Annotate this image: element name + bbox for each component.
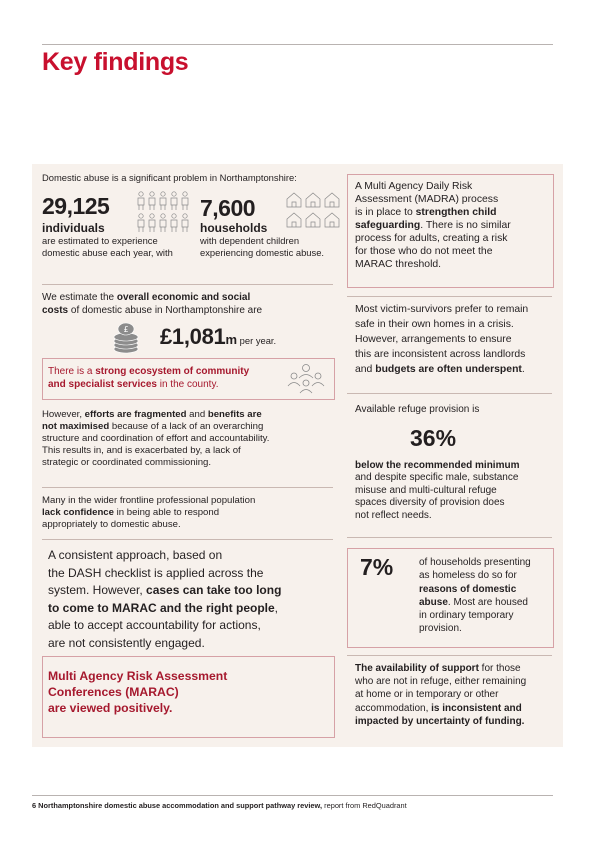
dash-line-6: are not consistently engaged. bbox=[48, 635, 205, 650]
group-icon bbox=[286, 362, 326, 394]
availability-line-2: who are not in refuge, either remaining bbox=[355, 676, 527, 688]
households-number: 7,600 bbox=[200, 195, 256, 221]
madra-line-4 bbox=[355, 219, 511, 232]
madra-text-span: . There is no similar bbox=[420, 220, 511, 231]
top-rule bbox=[42, 44, 553, 45]
fragmented-line-2 bbox=[42, 421, 263, 433]
ecosystem-bold: strong ecosystem of community bbox=[95, 366, 250, 377]
refuge-line-5: not reflect needs. bbox=[355, 509, 432, 521]
fragmented-line-4: This results in, and is exacerbated by, a lack of bbox=[42, 445, 241, 456]
safe-line-4: this are inconsistent across landlords bbox=[355, 349, 526, 360]
safe-line-2: safe in their own homes in a crisis. bbox=[355, 319, 514, 330]
fragmented-bold: efforts are fragmented bbox=[84, 409, 187, 420]
divider bbox=[42, 487, 333, 488]
fragmented-line-1 bbox=[42, 409, 262, 421]
ecosystem-text: in the county. bbox=[156, 379, 219, 390]
fragmented-bold: benefits are bbox=[207, 409, 262, 420]
cost-value: £1,081 bbox=[160, 324, 226, 349]
availability-text-span: accommodation, bbox=[355, 702, 432, 714]
fragmented-line-3: structure and coordination of effort and accountability. bbox=[42, 433, 270, 444]
ecosystem-bold: and specialist services bbox=[48, 379, 157, 390]
footer-rule bbox=[32, 795, 553, 796]
safe-line-3: However, arrangements to ensure bbox=[355, 334, 512, 345]
availability-bold: The availability of support bbox=[355, 663, 479, 674]
safe-bold: budgets are often underspent bbox=[375, 364, 522, 375]
availability-bold: is inconsistent and bbox=[431, 702, 522, 714]
availability-line-5: impacted by uncertainty of funding. bbox=[355, 715, 525, 727]
homeless-text-span: . Most are housed bbox=[447, 596, 528, 608]
homeless-line-2: as homeless do so for bbox=[419, 570, 517, 582]
refuge-line-2: and despite specific male, substance bbox=[355, 472, 519, 484]
refuge-line-4: spaces diversity of provision does bbox=[355, 497, 505, 509]
individuals-desc-2: domestic abuse each year, with bbox=[42, 247, 173, 258]
homeless-bold: abuse bbox=[419, 596, 448, 608]
marac-text bbox=[48, 668, 227, 716]
madra-line-5: process for adults, creating a risk bbox=[355, 233, 508, 244]
safe-text-span: . bbox=[521, 364, 525, 375]
cost-line-2 bbox=[42, 305, 262, 317]
madra-line-6: for those who do not meet the bbox=[355, 246, 493, 257]
cost-text: of domestic abuse in Northamptonshire are bbox=[68, 305, 263, 316]
households-label: households bbox=[200, 221, 268, 235]
ecosystem-line-2 bbox=[48, 378, 219, 391]
divider bbox=[347, 655, 552, 656]
dash-line-1: A consistent approach, based on bbox=[48, 548, 223, 562]
marac-line-3: are viewed positively. bbox=[48, 701, 173, 715]
divider bbox=[347, 393, 552, 394]
individuals-label: individuals bbox=[42, 221, 105, 235]
madra-text-span: is in place to bbox=[355, 207, 416, 218]
divider bbox=[42, 284, 333, 285]
homeless-line-3: reasons of domestic bbox=[419, 583, 517, 595]
refuge-percent: 36% bbox=[410, 425, 457, 451]
households-desc-2: experiencing domestic abuse. bbox=[200, 247, 325, 258]
homeless-line-5: in ordinary temporary bbox=[419, 610, 514, 622]
intro-text: Domestic abuse is a significant problem in Northamptonshire: bbox=[42, 172, 297, 183]
safe-line-5 bbox=[355, 362, 528, 377]
refuge-intro: Available refuge provision is bbox=[355, 404, 480, 415]
safe-text bbox=[355, 302, 528, 377]
footer-credit: report from RedQuadrant bbox=[322, 801, 407, 810]
dash-bold: cases can take too long bbox=[146, 583, 282, 597]
confidence-text: in being able to respond bbox=[113, 507, 220, 518]
homeless-line-6: provision. bbox=[419, 623, 462, 635]
safe-line-1: Most victim-survivors prefer to remain bbox=[355, 304, 529, 315]
fragmented-bold: not maximised bbox=[42, 421, 110, 432]
page-title: Key findings bbox=[42, 48, 189, 76]
availability-line-3: at home or in temporary or other bbox=[355, 689, 499, 701]
individuals-number: 29,125 bbox=[42, 193, 110, 219]
dash-paragraph bbox=[48, 547, 281, 652]
svg-text:£: £ bbox=[123, 325, 129, 334]
marac-line-2: Conferences (MARAC) bbox=[48, 685, 179, 699]
fragmented-line-5: strategic or coordinated commissioning. bbox=[42, 457, 212, 468]
dash-line-2: the DASH checklist is applied across the bbox=[48, 565, 264, 580]
homeless-percent: 7% bbox=[360, 554, 394, 580]
individuals-desc-1: are estimated to experience bbox=[42, 235, 158, 246]
confidence-bold: lack confidence bbox=[42, 507, 114, 518]
cost-amount bbox=[160, 324, 276, 350]
refuge-line-3: misuse and multi-cultural refuge bbox=[355, 484, 497, 496]
madra-line-2: Assessment (MADRA) process bbox=[355, 194, 499, 205]
coins-icon bbox=[112, 321, 140, 354]
dash-text: system. However, bbox=[48, 583, 147, 597]
divider bbox=[347, 296, 552, 297]
dash-bold: to come to MARAC and the right people bbox=[48, 600, 275, 615]
cost-bold: costs bbox=[42, 305, 69, 316]
households-desc-1: with dependent children bbox=[200, 235, 300, 246]
confidence-line-1: Many in the wider frontline professional population bbox=[42, 495, 256, 506]
page-footer bbox=[32, 801, 407, 810]
dash-text: , bbox=[274, 600, 279, 615]
cost-unit: m bbox=[225, 332, 238, 347]
madra-line-3 bbox=[355, 206, 511, 219]
confidence-line-3: appropriately to domestic abuse. bbox=[42, 519, 181, 530]
refuge-line-1: below the recommended minimum bbox=[355, 460, 520, 471]
madra-line-1: A Multi Agency Daily Risk bbox=[355, 181, 473, 192]
ecosystem-text: There is a bbox=[48, 366, 96, 377]
cost-suffix: per year. bbox=[237, 335, 277, 346]
homeless-text bbox=[419, 556, 531, 636]
fragmented-text: and bbox=[186, 409, 208, 420]
refuge-text bbox=[355, 460, 519, 522]
homeless-line-4 bbox=[419, 596, 531, 609]
homeless-line-1: of households presenting bbox=[419, 557, 531, 568]
cost-line-1 bbox=[42, 292, 250, 304]
madra-bold: safeguarding bbox=[355, 220, 421, 231]
divider bbox=[347, 537, 552, 538]
availability-line-1 bbox=[355, 662, 526, 675]
madra-bold: strengthen child bbox=[415, 207, 497, 218]
availability-text-span: for those bbox=[478, 663, 521, 674]
safe-text-span: and bbox=[355, 364, 376, 375]
fragmented-text: because of a lack of an overarching bbox=[109, 421, 264, 432]
marac-line-1: Multi Agency Risk Assessment bbox=[48, 669, 228, 683]
availability-line-4 bbox=[355, 702, 526, 715]
confidence-line-2 bbox=[42, 507, 219, 519]
dash-line-4 bbox=[48, 600, 281, 618]
ecosystem-line-1 bbox=[48, 365, 249, 378]
people-icon bbox=[135, 190, 191, 236]
cost-text: We estimate the bbox=[42, 292, 117, 303]
fragmented-text: However, bbox=[42, 409, 85, 420]
dash-line-3 bbox=[48, 582, 281, 600]
availability-text bbox=[355, 662, 526, 728]
madra-text bbox=[355, 180, 511, 271]
madra-line-7: MARAC threshold. bbox=[355, 259, 442, 270]
cost-bold: overall economic and social bbox=[116, 292, 251, 303]
divider bbox=[42, 539, 333, 540]
houses-icon bbox=[286, 190, 342, 230]
dash-line-5: able to accept accountability for actions, bbox=[48, 618, 261, 632]
footer-title: 6 Northamptonshire domestic abuse accommodation and support pathway review, bbox=[32, 801, 323, 810]
